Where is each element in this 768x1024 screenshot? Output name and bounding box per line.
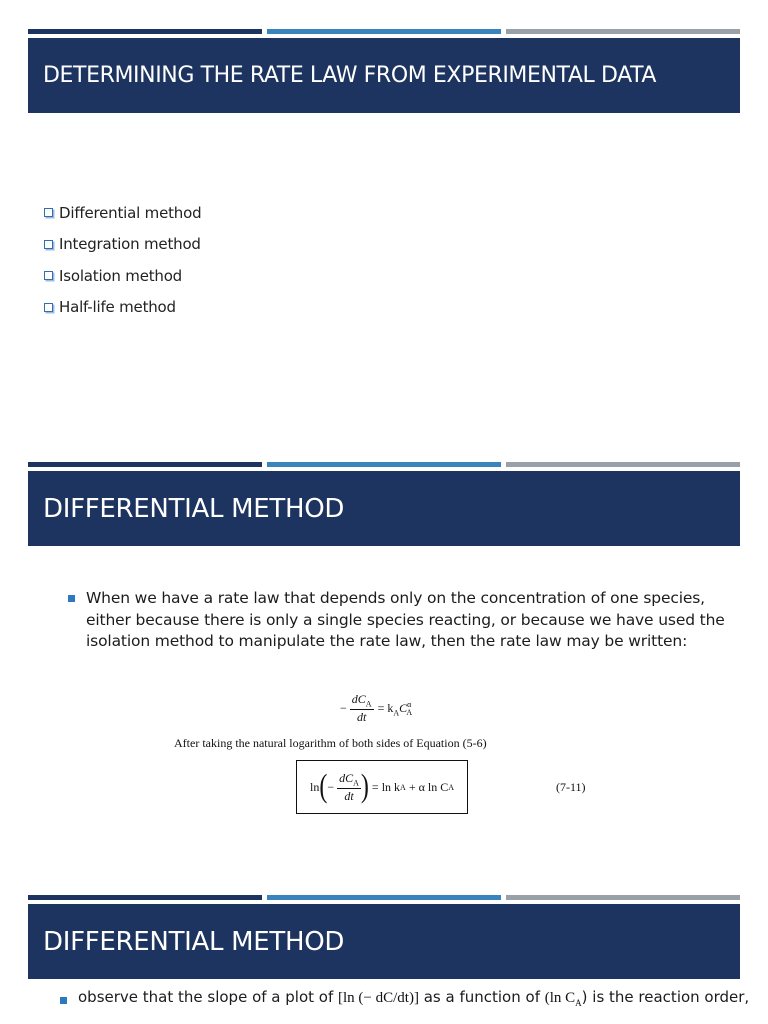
slide-title-bar — [28, 904, 740, 979]
paragraph: When we have a rate law that depends only on the concentration of one species, either because there is only a single species reacting, or because we have used the isolation method to manipulate the rate law, then the rate law may be written: — [86, 589, 725, 650]
equation-caption: After taking the natural logarithm of both sides of Equation (5-6) — [174, 736, 487, 750]
list-item: Differential method — [44, 197, 201, 229]
method-list — [44, 197, 201, 323]
checkbox-bullet-icon — [44, 208, 53, 217]
equation-image — [168, 675, 600, 823]
slide-title-bar — [28, 471, 740, 546]
rate-law-equation: − $\frac{dC_A}{dt}$ = $k_AC^\alpha_A$ — [340, 692, 413, 725]
slide-title: DIFFERENTIAL METHOD — [43, 926, 345, 957]
checkbox-bullet-icon — [44, 271, 53, 280]
boxed-equation: ln ( − $\frac{dC_A}{dt}$ ) = ln k A + α ln C A — [296, 760, 468, 814]
square-bullet-icon — [60, 997, 67, 1004]
checkbox-bullet-icon — [44, 240, 53, 249]
equation-number: (7-11) — [556, 780, 586, 794]
list-item: Half-life method — [44, 292, 201, 324]
accent-stripes — [28, 462, 740, 468]
accent-stripes — [28, 895, 740, 901]
list-item: Integration method — [44, 229, 201, 261]
slide-title: DETERMINING THE RATE LAW FROM EXPERIMENTAL DATA — [43, 63, 657, 88]
slide-1 — [0, 0, 768, 430]
accent-stripes — [28, 29, 740, 35]
slide-title: DIFFERENTIAL METHOD — [43, 493, 345, 524]
square-bullet-icon — [68, 595, 75, 602]
list-item: Isolation method — [44, 260, 201, 292]
checkbox-bullet-icon — [44, 303, 53, 312]
slope-bullet-text: observe that the slope of a plot of [ln (− dC/dt)] as a function of (ln $C_A$) is the reaction order, — [78, 988, 750, 1008]
slide-title-bar — [28, 38, 740, 113]
